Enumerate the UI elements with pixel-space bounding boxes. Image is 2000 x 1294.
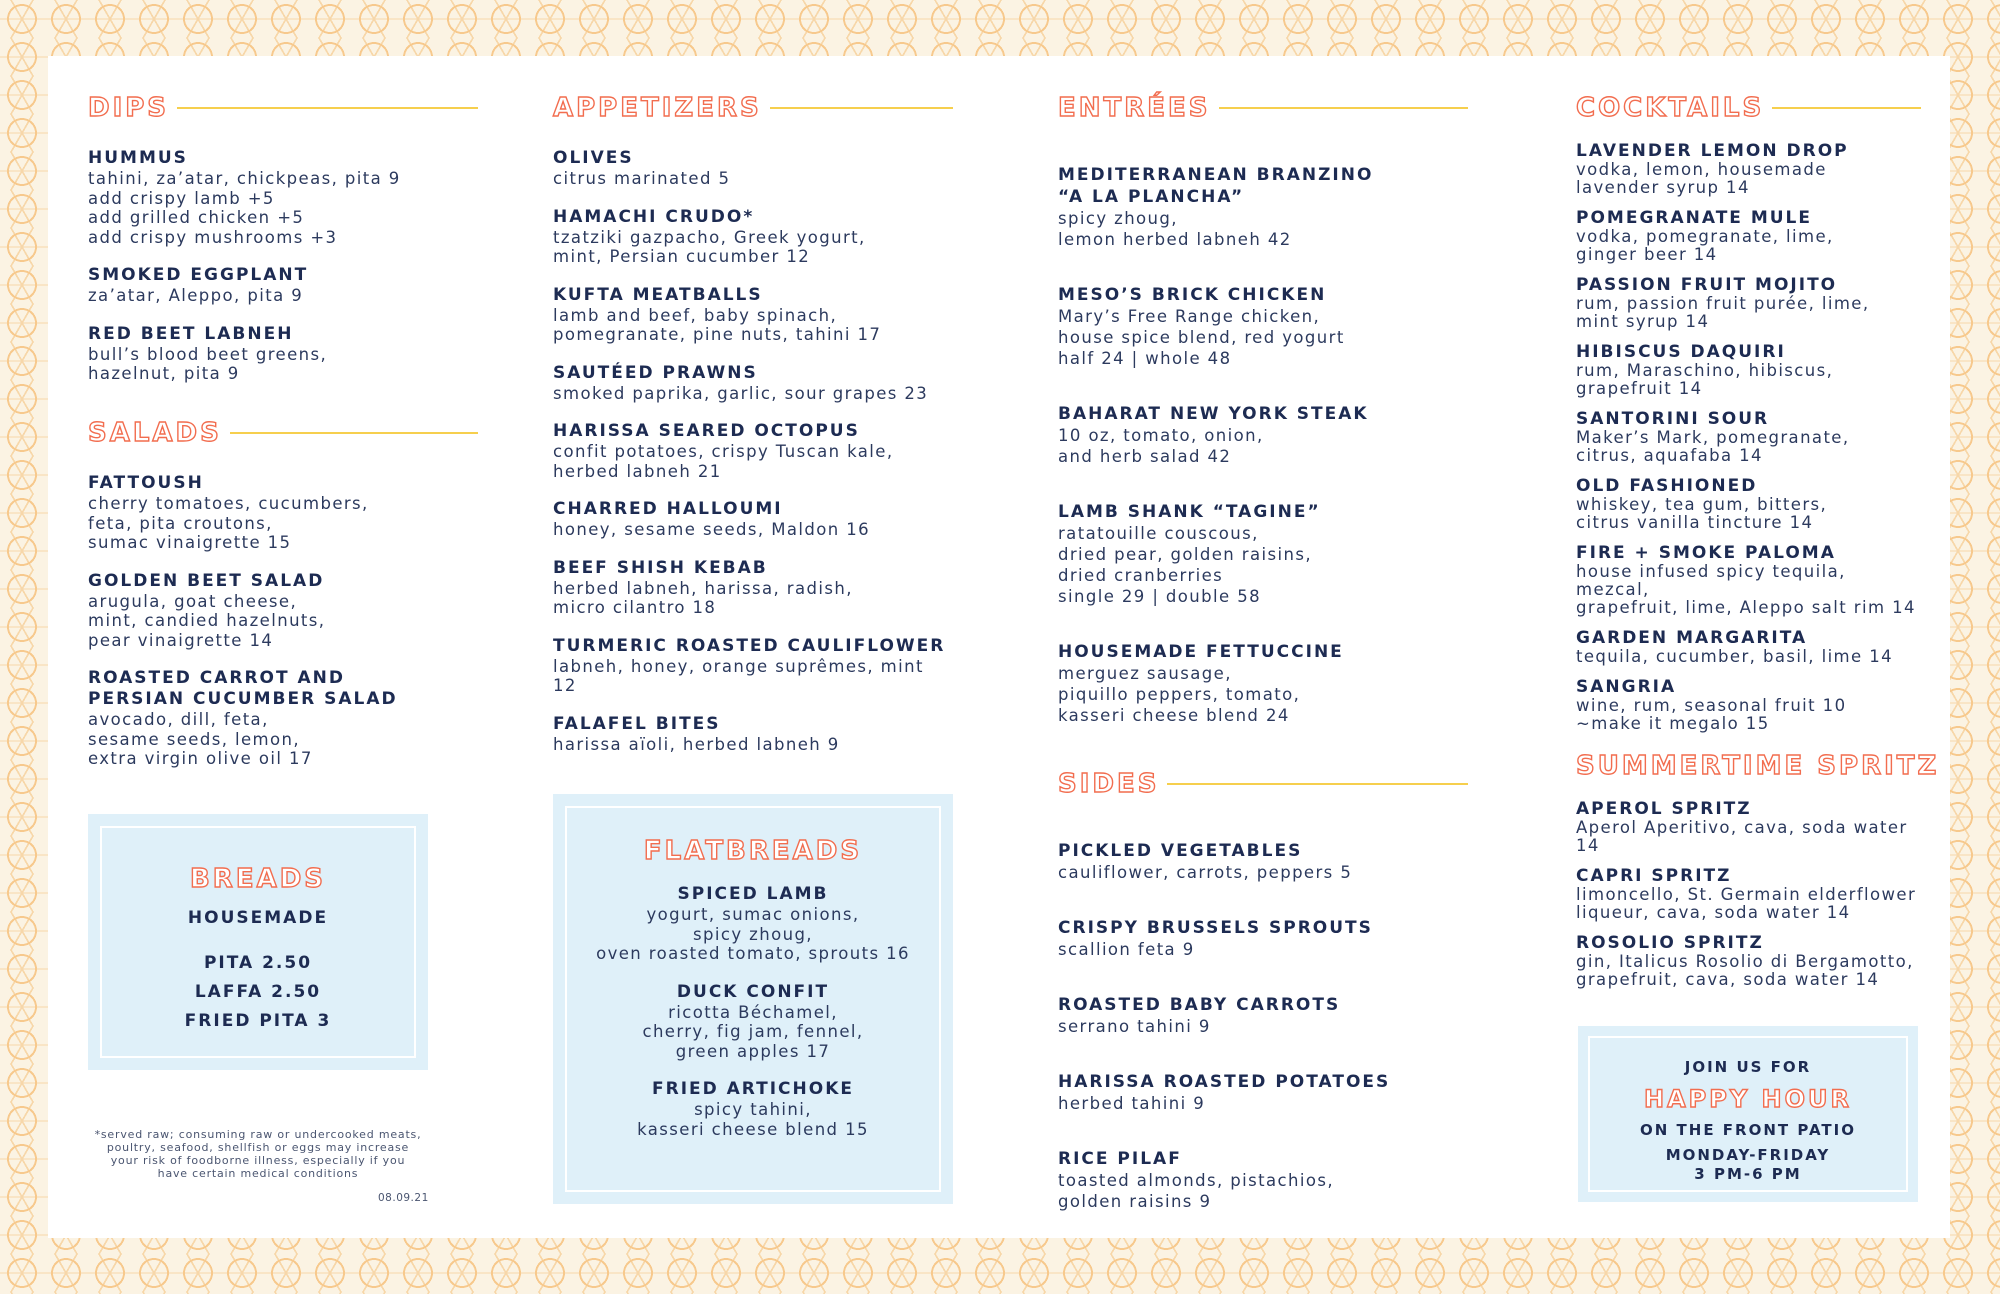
menu-item-name: FIRE + SMOKE PALOMA <box>1576 543 1836 563</box>
menu-item-name: ROASTED BABY CARROTS <box>1058 995 1341 1015</box>
menu-item <box>1576 629 1921 666</box>
menu-item-description: rum, passion fruit purée, lime, mint syrup 14 <box>1576 294 1870 331</box>
menu-item-name: MEDITERRANEAN BRANZINO “A LA PLANCHA” <box>1058 165 1374 207</box>
menu-item-description: avocado, dill, feta, sesame seeds, lemon, extra virgin olive oil 17 <box>88 710 313 768</box>
happy-hour-time: 3 PM-6 PM <box>1694 1165 1802 1183</box>
happy-hour-days: MONDAY-FRIDAY <box>1665 1146 1831 1164</box>
menu-item-name: HOUSEMADE FETTUCCINE <box>1058 642 1344 662</box>
menu-item-description: whiskey, tea gum, bitters, citrus vanilla tincture 14 <box>1576 495 1828 532</box>
menu-item <box>553 558 953 618</box>
sides-title: SIDES <box>1058 769 1160 799</box>
appetizers-header <box>553 86 953 130</box>
menu-item <box>88 265 478 306</box>
sides-list <box>1058 840 1468 1212</box>
menu-item-name: POMEGRANATE MULE <box>1576 208 1812 228</box>
menu-item <box>1576 276 1921 331</box>
entrees-title: ENTRÉES <box>1058 93 1211 123</box>
menu-item-name: DUCK CONFIT <box>676 981 830 1002</box>
section-rule <box>770 107 953 109</box>
breads-box-inner <box>100 826 416 1058</box>
menu-item <box>1058 164 1468 250</box>
menu-item-name: CHARRED HALLOUMI <box>553 499 783 519</box>
bread-item: FRIED PITA 3 <box>184 1011 332 1031</box>
entrees-section <box>1058 86 1468 726</box>
cocktails-header <box>1576 86 1921 130</box>
breads-subtitle: HOUSEMADE <box>187 908 329 928</box>
menu-item-name: ROSOLIO SPRITZ <box>1576 933 1764 953</box>
menu-item <box>1058 641 1468 726</box>
menu-item-name: TURMERIC ROASTED CAULIFLOWER <box>553 635 946 656</box>
menu-item <box>553 714 953 755</box>
menu-item <box>567 884 939 964</box>
menu-item-description: ratatouille couscous, dried pear, golden raisins, dried cranberries single 29 | double 58 <box>1058 524 1312 606</box>
cocktails-section <box>1576 86 1921 733</box>
bread-item: LAFFA 2.50 <box>194 982 322 1002</box>
salads-title: SALADS <box>88 418 222 448</box>
menu-item <box>1576 544 1921 617</box>
menu-item <box>1576 410 1921 465</box>
flatbreads-list <box>567 884 939 1139</box>
happy-hour-intro: JOIN US FOR <box>1684 1058 1812 1076</box>
menu-item-name: LAVENDER LEMON DROP <box>1576 141 1849 161</box>
happy-hour-box <box>1578 1026 1918 1202</box>
menu-item <box>553 636 953 696</box>
flatbreads-box <box>553 794 953 1204</box>
menu-item-name: RICE PILAF <box>1058 1149 1182 1169</box>
menu-item <box>553 363 953 404</box>
menu-item <box>553 207 953 267</box>
menu-item-name: HIBISCUS DAQUIRI <box>1576 342 1786 362</box>
bread-item: PITA 2.50 <box>203 953 313 973</box>
menu-item-name: BAHARAT NEW YORK STEAK <box>1058 404 1369 424</box>
menu-item-description: honey, sesame seeds, Maldon 16 <box>553 520 870 539</box>
menu-item-description: Aperol Aperitivo, cava, soda water 14 <box>1576 818 1908 855</box>
spritz-title: SUMMERTIME SPRITZ <box>1576 751 1940 781</box>
menu-item-description: harissa aïoli, herbed labneh 9 <box>553 734 840 754</box>
entrees-list <box>1058 164 1468 726</box>
menu-item-name: HARISSA SEARED OCTOPUS <box>553 421 860 441</box>
menu-item-description: tequila, cucumber, basil, lime 14 <box>1576 647 1894 666</box>
salads-section <box>88 411 478 769</box>
menu-item-description: za’atar, Aleppo, pita 9 <box>88 286 304 305</box>
menu-item <box>1058 403 1468 467</box>
menu-item <box>88 668 478 769</box>
sides-header <box>1058 762 1468 806</box>
menu-item-description: tzatziki gazpacho, Greek yogurt, mint, Persian cucumber 12 <box>553 227 866 266</box>
dips-section <box>88 86 478 384</box>
menu-item <box>567 1079 939 1139</box>
menu-item-name: SAUTÉED PRAWNS <box>553 362 758 383</box>
menu-item-description: herbed labneh, harissa, radish, micro cilantro 18 <box>553 578 853 617</box>
menu-item <box>553 285 953 345</box>
spritz-list <box>1576 800 1921 989</box>
menu-item <box>88 324 478 384</box>
menu-item <box>88 473 478 553</box>
menu-item <box>1576 477 1921 532</box>
menu-item-description: lamb and beef, baby spinach, pomegranate, pine nuts, tahini 17 <box>553 305 882 344</box>
menu-item-name: HUMMUS <box>88 148 188 168</box>
menu-item-name: HARISSA ROASTED POTATOES <box>1058 1072 1391 1092</box>
menu-item-name: SANTORINI SOUR <box>1576 409 1770 429</box>
menu-item-description: spicy tahini, kasseri cheese blend 15 <box>637 1100 869 1139</box>
dips-title: DIPS <box>88 93 170 123</box>
menu-item-name: FRIED ARTICHOKE <box>651 1079 855 1099</box>
salads-header <box>88 411 478 455</box>
menu-item-description: serrano tahini 9 <box>1058 1017 1211 1036</box>
menu-item <box>1058 994 1468 1037</box>
breads-title: BREADS <box>189 864 327 894</box>
menu-item <box>1058 284 1468 369</box>
menu-item-description: gin, Italicus Rosolio di Bergamotto, grapefruit, cava, soda water 14 <box>1576 952 1914 989</box>
section-rule <box>177 107 478 109</box>
menu-item-description: arugula, goat cheese, mint, candied hazelnuts, pear vinaigrette 14 <box>88 591 326 650</box>
section-rule <box>1219 107 1468 109</box>
menu-item-name: SPICED LAMB <box>677 884 829 904</box>
appetizers-section <box>553 86 953 754</box>
entrees-header <box>1058 86 1468 130</box>
raw-food-disclaimer: *served raw; consuming raw or undercooked meats, poultry, seafood, shellfish or eggs may increase your risk of foodborne illness, especially if you have certain medical conditions <box>94 1128 422 1180</box>
menu-item-description: smoked paprika, garlic, sour grapes 23 <box>553 383 929 403</box>
menu-item <box>1576 678 1921 733</box>
salads-list <box>88 473 478 769</box>
menu-item-description: herbed tahini 9 <box>1058 1094 1206 1113</box>
menu-item-name: PASSION FRUIT MOJITO <box>1576 275 1838 295</box>
menu-item-description: ricotta Béchamel, cherry, fig jam, fennel, green apples 17 <box>642 1002 864 1061</box>
menu-item-name: FALAFEL BITES <box>553 713 721 734</box>
section-rule <box>230 432 478 434</box>
menu-item-description: wine, rum, seasonal fruit 10 ~make it megalo 15 <box>1576 696 1847 733</box>
menu-item-name: HAMACHI CRUDO* <box>553 206 755 227</box>
dips-header <box>88 86 478 130</box>
menu-item <box>553 499 953 540</box>
menu-item-description: yogurt, sumac onions, spicy zhoug, oven roasted tomato, sprouts 16 <box>596 905 910 963</box>
menu-item-name: ROASTED CARROT AND PERSIAN CUCUMBER SALAD <box>88 668 398 709</box>
menu-item-name: CAPRI SPRITZ <box>1576 866 1732 886</box>
menu-item-name: FATTOUSH <box>88 473 204 493</box>
menu-item-name: CRISPY BRUSSELS SPROUTS <box>1058 918 1373 938</box>
menu-item <box>1058 840 1468 883</box>
menu-item-description: vodka, pomegranate, lime, ginger beer 14 <box>1576 227 1834 264</box>
menu-item-description: confit potatoes, crispy Tuscan kale, herbed labneh 21 <box>553 442 894 481</box>
menu-item-name: GARDEN MARGARITA <box>1576 628 1808 648</box>
appetizers-title: APPETIZERS <box>553 93 762 123</box>
menu-date: 08.09.21 <box>378 1192 429 1204</box>
menu-sheet <box>48 56 1950 1238</box>
breads-box <box>88 814 428 1070</box>
menu-item-name: MESO’S BRICK CHICKEN <box>1058 285 1327 305</box>
dips-list <box>88 148 478 384</box>
menu-item <box>1576 343 1921 398</box>
menu-item <box>1576 867 1921 922</box>
menu-item <box>1576 800 1921 855</box>
flatbreads-box-inner <box>565 806 941 1192</box>
menu-item-description: vodka, lemon, housemade lavender syrup 14 <box>1576 160 1827 197</box>
happy-hour-location: ON THE FRONT PATIO <box>1640 1121 1856 1139</box>
menu-item <box>567 982 939 1062</box>
menu-item-name: OLIVES <box>553 148 634 168</box>
section-rule <box>1167 783 1468 785</box>
menu-item-description: tahini, za’atar, chickpeas, pita 9 add crispy lamb +5 add grilled chicken +5 add crispy mushrooms +3 <box>88 169 401 247</box>
menu-item <box>553 148 953 189</box>
cocktails-list <box>1576 142 1921 733</box>
spritz-section <box>1576 744 1940 989</box>
sides-section <box>1058 762 1468 1212</box>
menu-item <box>1058 917 1468 960</box>
appetizers-list <box>553 148 953 754</box>
menu-item-description: bull’s blood beet greens, hazelnut, pita 9 <box>88 344 328 383</box>
menu-item <box>553 421 953 481</box>
menu-item-name: RED BEET LABNEH <box>88 323 294 344</box>
menu-item-name: SANGRIA <box>1576 677 1677 697</box>
breads-list <box>102 949 414 1036</box>
section-rule <box>1772 107 1921 109</box>
menu-item-name: OLD FASHIONED <box>1576 476 1758 496</box>
menu-item-description: labneh, honey, orange suprêmes, mint 12 <box>553 656 924 695</box>
menu-item-description: merguez sausage, piquillo peppers, tomato, kasseri cheese blend 24 <box>1058 664 1301 725</box>
menu-item-description: 10 oz, tomato, onion, and herb salad 42 <box>1058 426 1264 466</box>
menu-item-description: cauliflower, carrots, peppers 5 <box>1058 863 1353 882</box>
happy-hour-box-inner <box>1588 1036 1908 1192</box>
menu-item <box>88 148 478 247</box>
menu-item <box>1058 1148 1468 1212</box>
menu-item-description: spicy zhoug, lemon herbed labneh 42 <box>1058 209 1292 249</box>
menu-item-name: LAMB SHANK “TAGINE” <box>1058 502 1321 522</box>
menu-item-description: Maker’s Mark, pomegranate, citrus, aquafaba 14 <box>1576 428 1850 465</box>
menu-item-description: cherry tomatoes, cucumbers, feta, pita croutons, sumac vinaigrette 15 <box>88 494 369 552</box>
spritz-header <box>1576 744 1940 788</box>
menu-item-description: toasted almonds, pistachios, golden raisins 9 <box>1058 1171 1334 1211</box>
menu-item-name: KUFTA MEATBALLS <box>553 284 763 305</box>
menu-item-name: GOLDEN BEET SALAD <box>88 570 325 591</box>
menu-item <box>1576 934 1921 989</box>
menu-item-description: scallion feta 9 <box>1058 940 1195 959</box>
menu-item <box>88 571 478 651</box>
menu-item-description: Mary’s Free Range chicken, house spice blend, red yogurt half 24 | whole 48 <box>1058 307 1345 368</box>
menu-item-description: citrus marinated 5 <box>553 169 731 188</box>
menu-item-name: APEROL SPRITZ <box>1576 799 1752 819</box>
menu-item-description: house infused spicy tequila, mezcal, grapefruit, lime, Aleppo salt rim 14 <box>1576 562 1916 617</box>
happy-hour-title: HAPPY HOUR <box>1643 1085 1853 1113</box>
menu-item <box>1576 209 1921 264</box>
menu-item-name: SMOKED EGGPLANT <box>88 265 309 285</box>
menu-item-description: rum, Maraschino, hibiscus, grapefruit 14 <box>1576 361 1834 398</box>
menu-item-name: PICKLED VEGETABLES <box>1058 841 1303 861</box>
flatbreads-title: FLATBREADS <box>643 836 863 866</box>
menu-item <box>1058 501 1468 607</box>
menu-item <box>1576 142 1921 197</box>
menu-item <box>1058 1071 1468 1114</box>
menu-item-name: BEEF SHISH KEBAB <box>553 557 768 578</box>
menu-item-description: limoncello, St. Germain elderflower liqueur, cava, soda water 14 <box>1576 885 1917 922</box>
cocktails-title: COCKTAILS <box>1576 93 1765 123</box>
